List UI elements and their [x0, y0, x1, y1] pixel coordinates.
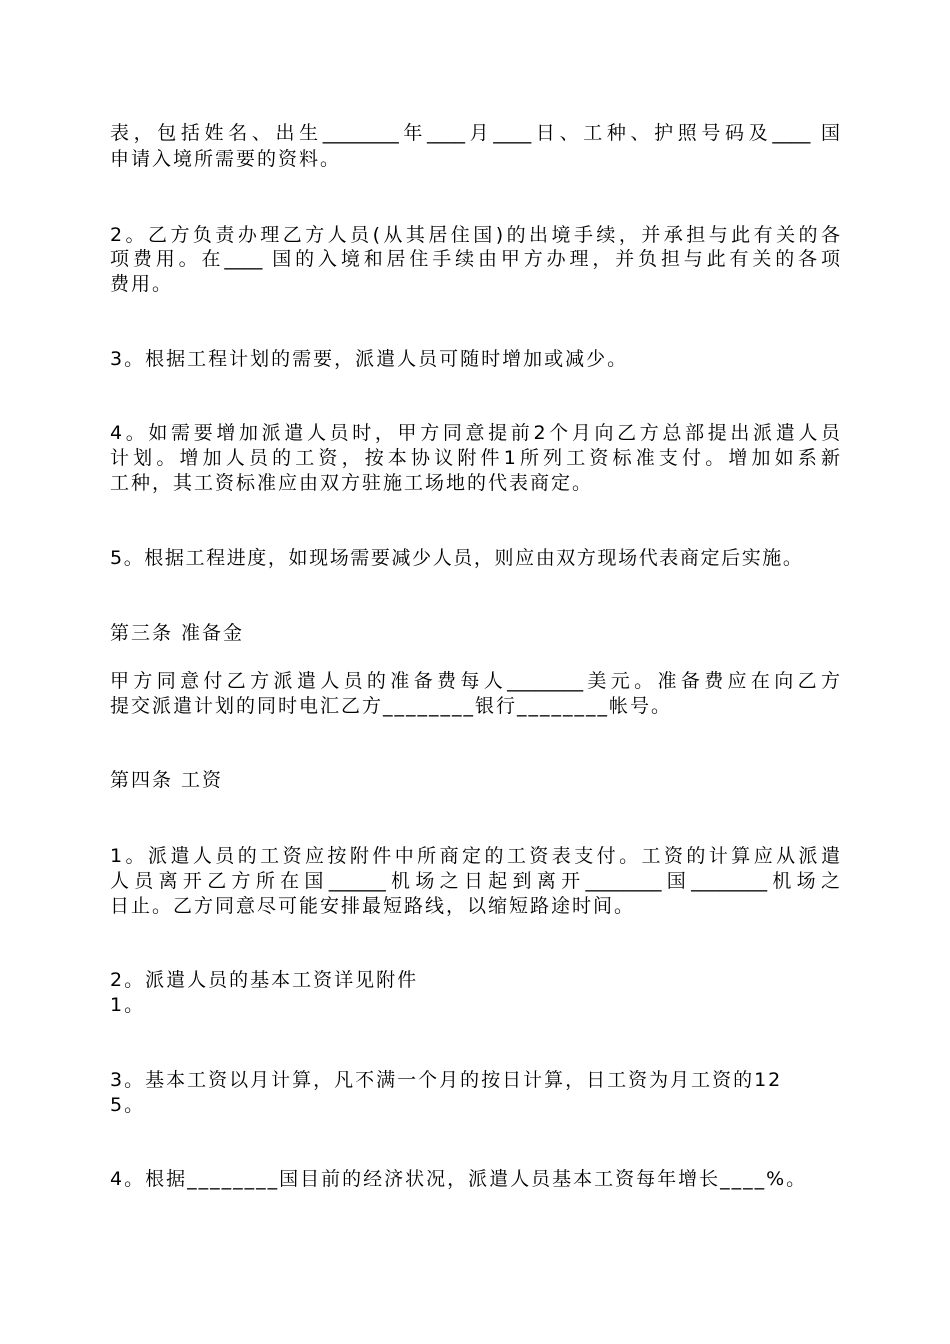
text-line: 1。 [110, 994, 146, 1016]
text-line: 费用。 [110, 273, 174, 295]
section-heading: 第三条 准备金 [110, 622, 245, 644]
text-line: 工种，其工资标准应由双方驻施工场地的代表商定。 [110, 472, 594, 494]
text-line: 2。乙方负责办理乙方人员(从其居住国)的出境手续，并承担与此有关的各 [110, 224, 840, 246]
text-line: 4。如需要增加派遣人员时，甲方同意提前2个月向乙方总部提出派遣人员 [110, 422, 840, 444]
text-line: 5。 [110, 1094, 146, 1116]
text-line: 日止。乙方同意尽可能安排最短路线，以缩短路途时间。 [110, 895, 636, 917]
text-line: 表，包括姓名、出生________年____月____日、工种、护照号码及____ 国 [110, 122, 840, 144]
text-line: 5。根据工程进度，如现场需要减少人员，则应由双方现场代表商定后实施。 [110, 547, 804, 569]
text-line: 4。根据________国目前的经济状况，派遣人员基本工资每年增长____%。 [110, 1168, 808, 1190]
text-line: 3。基本工资以月计算，凡不满一个月的按日计算，日工资为月工资的12 [110, 1069, 783, 1091]
section-heading: 第四条 工资 [110, 769, 224, 791]
text-line: 项费用。在____ 国的入境和居住手续由甲方办理，并负担与此有关的各项 [110, 248, 840, 270]
text-line: 人员离开乙方所在国______机场之日起到离开________国________机场之 [110, 870, 840, 892]
text-line: 甲方同意付乙方派遣人员的准备费每人________美元。准备费应在向乙方 [110, 670, 840, 692]
text-line: 2。派遣人员的基本工资详见附件 [110, 969, 419, 991]
text-line: 申请入境所需要的资料。 [110, 148, 342, 170]
text-line: 提交派遣计划的同时电汇乙方________银行________帐号。 [110, 695, 673, 717]
text-line: 计划。增加人员的工资，按本协议附件1所列工资标准支付。增加如系新 [110, 447, 840, 469]
text-line: 3。根据工程计划的需要，派遣人员可随时增加或减少。 [110, 348, 629, 370]
text-line: 1。派遣人员的工资应按附件中所商定的工资表支付。工资的计算应从派遣 [110, 845, 840, 867]
